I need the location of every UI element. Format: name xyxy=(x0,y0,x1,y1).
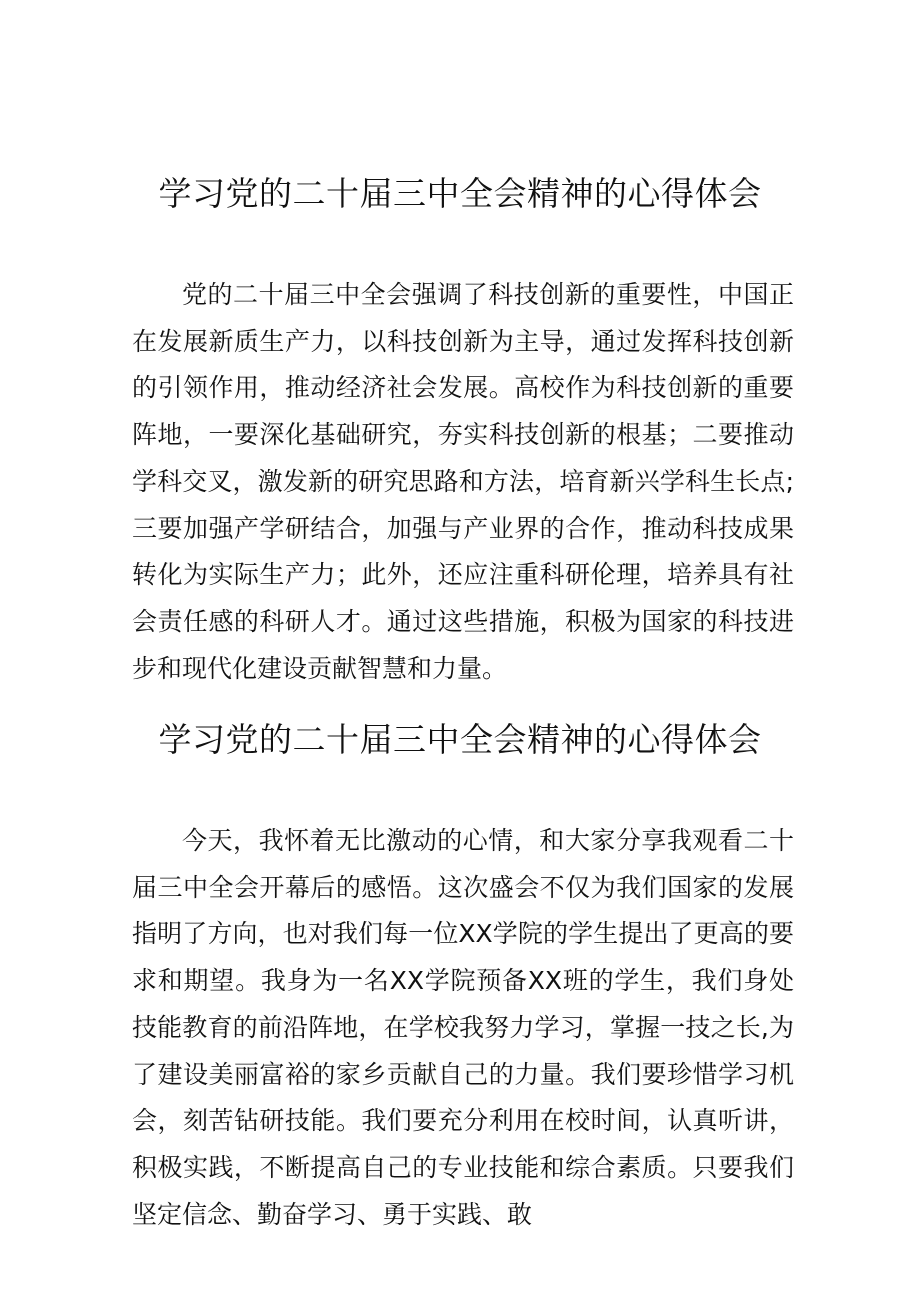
section-2-body: 今天，我怀着无比激动的心情，和大家分享我观看二十届三中全会开幕后的感悟。这次盛会不仅为我们国家的发展指明了方向，也对我们每一位XX学院的学生提出了更高的要求和期望。我身为一名XX学院预备XX班的学生，我们身处技能教育的前沿阵地，在学校我努力学习，掌握一技之长,为了建设美丽富裕的家乡贡献自己的力量。我们要珍惜学习机会，刻苦钻研技能。我们要充分利用在校时间，认真听讲，积极实践，不断提高自己的专业技能和综合素质。只要我们坚定信念、勤奋学习、勇于实践、敢 xyxy=(132,826,794,1229)
section-1-body: 党的二十届三中全会强调了科技创新的重要性，中国正在发展新质生产力，以科技创新为主导，通过发挥科技创新的引领作用，推动经济社会发展。高校作为科技创新的重要阵地，一要深化基础研究，夯实科技创新的根基；二要推动学科交叉，激发新的研究思路和方法，培育新兴学科生长点;三要加强产学研结合，加强与产业界的合作，推动科技成果转化为实际生产力；此外，还应注重科研伦理，培养具有社会责任感的科研人才。通过这些措施，积极为国家的科技进步和现代化建设贡献智慧和力量。 xyxy=(132,280,794,683)
section-1-title: 学习党的二十届三中全会精神的心得体会 xyxy=(158,174,762,213)
section-2-title: 学习党的二十届三中全会精神的心得体会 xyxy=(158,720,762,759)
